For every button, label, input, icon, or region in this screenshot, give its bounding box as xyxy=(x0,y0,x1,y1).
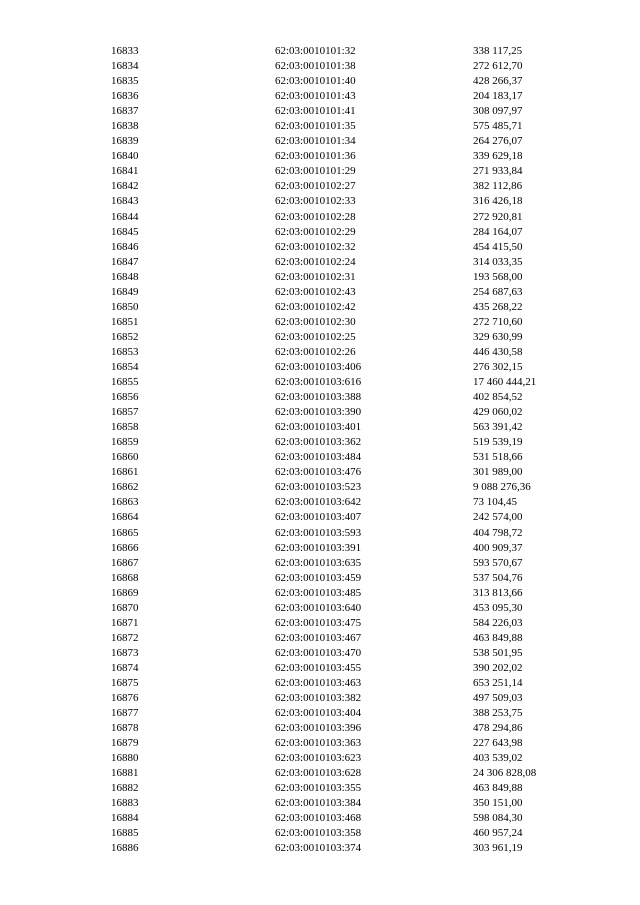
row-number: 16858 xyxy=(111,421,139,434)
table-row xyxy=(0,691,640,706)
row-number: 16836 xyxy=(111,90,139,103)
cadastral-number: 62:03:0010102:28 xyxy=(275,210,356,223)
row-number: 16871 xyxy=(111,616,139,629)
cadastral-number: 62:03:0010101:41 xyxy=(275,105,356,118)
cadastral-number: 62:03:0010102:42 xyxy=(275,300,356,313)
cadastral-number: 62:03:0010102:25 xyxy=(275,330,356,343)
cadastral-number: 62:03:0010103:459 xyxy=(275,571,362,584)
table-row xyxy=(0,751,640,766)
row-number: 16859 xyxy=(111,436,139,449)
row-number: 16870 xyxy=(111,601,139,614)
cadastral-value: 460 957,24 xyxy=(473,827,523,840)
row-number: 16885 xyxy=(111,827,139,840)
table-row xyxy=(0,375,640,390)
cadastral-number: 62:03:0010103:390 xyxy=(275,406,362,419)
cadastral-number: 62:03:0010102:43 xyxy=(275,285,356,298)
cadastral-value: 271 933,84 xyxy=(473,165,523,178)
cadastral-value: 388 253,75 xyxy=(473,707,523,720)
cadastral-value: 329 630,99 xyxy=(473,330,523,343)
cadastral-number: 62:03:0010103:374 xyxy=(275,842,362,855)
row-number: 16837 xyxy=(111,105,139,118)
row-number: 16884 xyxy=(111,812,139,825)
cadastral-number: 62:03:0010101:43 xyxy=(275,90,356,103)
table-row xyxy=(0,134,640,149)
table-row xyxy=(0,104,640,119)
row-number: 16877 xyxy=(111,707,139,720)
cadastral-value: 446 430,58 xyxy=(473,345,523,358)
table-row xyxy=(0,420,640,435)
table-row xyxy=(0,796,640,811)
row-number: 16864 xyxy=(111,511,139,524)
row-number: 16848 xyxy=(111,270,139,283)
cadastral-number: 62:03:0010102:31 xyxy=(275,270,356,283)
table-row xyxy=(0,44,640,59)
row-number: 16840 xyxy=(111,150,139,163)
cadastral-value: 272 920,81 xyxy=(473,210,523,223)
cadastral-value: 538 501,95 xyxy=(473,646,523,659)
table-row xyxy=(0,510,640,525)
cadastral-number: 62:03:0010103:485 xyxy=(275,586,362,599)
table-row xyxy=(0,556,640,571)
row-number: 16842 xyxy=(111,180,139,193)
table-row xyxy=(0,59,640,74)
row-number: 16849 xyxy=(111,285,139,298)
cadastral-value: 429 060,02 xyxy=(473,406,523,419)
row-number: 16844 xyxy=(111,210,139,223)
cadastral-value: 338 117,25 xyxy=(473,45,523,57)
cadastral-number: 62:03:0010102:29 xyxy=(275,225,356,238)
row-number: 16874 xyxy=(111,661,139,674)
table-row xyxy=(0,616,640,631)
table-row xyxy=(0,781,640,796)
cadastral-value: 284 164,07 xyxy=(473,225,523,238)
cadastral-value: 204 183,17 xyxy=(473,90,523,103)
row-number: 16880 xyxy=(111,752,139,765)
cadastral-number: 62:03:0010101:40 xyxy=(275,75,356,88)
cadastral-number: 62:03:0010103:407 xyxy=(275,511,362,524)
cadastral-value: 9 088 276,36 xyxy=(473,481,531,494)
row-number: 16845 xyxy=(111,225,139,238)
table-row xyxy=(0,330,640,345)
table-row xyxy=(0,661,640,676)
cadastral-number: 62:03:0010103:401 xyxy=(275,421,362,434)
cadastral-number: 62:03:0010103:476 xyxy=(275,466,362,479)
row-number: 16873 xyxy=(111,646,139,659)
row-number: 16853 xyxy=(111,345,139,358)
cadastral-number: 62:03:0010102:26 xyxy=(275,345,356,358)
table-row xyxy=(0,450,640,465)
cadastral-value: 402 854,52 xyxy=(473,391,523,404)
cadastral-value: 653 251,14 xyxy=(473,676,523,689)
cadastral-number: 62:03:0010103:628 xyxy=(275,767,362,780)
cadastral-number: 62:03:0010101:36 xyxy=(275,150,356,163)
cadastral-number: 62:03:0010101:29 xyxy=(275,165,356,178)
cadastral-value: 276 302,15 xyxy=(473,360,523,373)
cadastral-number: 62:03:0010103:388 xyxy=(275,391,362,404)
table-row xyxy=(0,225,640,240)
cadastral-number: 62:03:0010103:484 xyxy=(275,451,362,464)
row-number: 16867 xyxy=(111,556,139,569)
table-row xyxy=(0,270,640,285)
row-number: 16850 xyxy=(111,300,139,313)
table-row xyxy=(0,571,640,586)
cadastral-value: 303 961,19 xyxy=(473,842,523,855)
cadastral-number: 62:03:0010103:358 xyxy=(275,827,362,840)
cadastral-value: 272 710,60 xyxy=(473,315,523,328)
table-row xyxy=(0,74,640,89)
row-number: 16882 xyxy=(111,782,139,795)
cadastral-value: 463 849,88 xyxy=(473,631,523,644)
row-number: 16860 xyxy=(111,451,139,464)
cadastral-number: 62:03:0010103:470 xyxy=(275,646,362,659)
cadastral-number: 62:03:0010103:363 xyxy=(275,737,362,750)
row-number: 16883 xyxy=(111,797,139,810)
cadastral-value: 254 687,63 xyxy=(473,285,523,298)
cadastral-number: 62:03:0010103:467 xyxy=(275,631,362,644)
row-number: 16833 xyxy=(111,45,139,57)
cadastral-value: 454 415,50 xyxy=(473,240,523,253)
table-row xyxy=(0,601,640,616)
table-row xyxy=(0,646,640,661)
cadastral-number: 62:03:0010101:32 xyxy=(275,45,356,57)
row-number: 16855 xyxy=(111,376,139,389)
cadastral-number: 62:03:0010101:34 xyxy=(275,135,356,148)
table-row xyxy=(0,526,640,541)
cadastral-value: 316 426,18 xyxy=(473,195,523,208)
cadastral-value: 598 084,30 xyxy=(473,812,523,825)
cadastral-value: 301 989,00 xyxy=(473,466,523,479)
cadastral-value: 314 033,35 xyxy=(473,255,523,268)
cadastral-value: 17 460 444,21 xyxy=(473,376,537,389)
row-number: 16847 xyxy=(111,255,139,268)
row-number: 16854 xyxy=(111,360,139,373)
row-number: 16841 xyxy=(111,165,139,178)
row-number: 16857 xyxy=(111,406,139,419)
cadastral-number: 62:03:0010103:463 xyxy=(275,676,362,689)
cadastral-value: 24 306 828,08 xyxy=(473,767,537,780)
row-number: 16852 xyxy=(111,330,139,343)
row-number: 16876 xyxy=(111,692,139,705)
cadastral-number: 62:03:0010103:382 xyxy=(275,692,362,705)
cadastral-value: 73 104,45 xyxy=(473,496,517,509)
cadastral-value: 350 151,00 xyxy=(473,797,523,810)
row-number: 16869 xyxy=(111,586,139,599)
table-row xyxy=(0,119,640,134)
cadastral-number: 62:03:0010103:455 xyxy=(275,661,362,674)
cadastral-number: 62:03:0010103:642 xyxy=(275,496,362,509)
row-number: 16835 xyxy=(111,75,139,88)
cadastral-number: 62:03:0010103:623 xyxy=(275,752,362,765)
cadastral-number: 62:03:0010103:362 xyxy=(275,436,362,449)
row-number: 16872 xyxy=(111,631,139,644)
row-number: 16878 xyxy=(111,722,139,735)
table-row xyxy=(0,179,640,194)
cadastral-value: 463 849,88 xyxy=(473,782,523,795)
cadastral-number: 62:03:0010102:27 xyxy=(275,180,356,193)
cadastral-value: 575 485,71 xyxy=(473,120,523,133)
cadastral-number: 62:03:0010103:355 xyxy=(275,782,362,795)
table-row xyxy=(0,210,640,225)
table-row xyxy=(0,164,640,179)
table-row xyxy=(0,706,640,721)
cadastral-number: 62:03:0010103:523 xyxy=(275,481,362,494)
cadastral-number: 62:03:0010103:396 xyxy=(275,722,362,735)
cadastral-value: 242 574,00 xyxy=(473,511,523,524)
row-number: 16886 xyxy=(111,842,139,855)
cadastral-number: 62:03:0010103:593 xyxy=(275,526,362,539)
cadastral-value: 519 539,19 xyxy=(473,436,523,449)
cadastral-number: 62:03:0010103:468 xyxy=(275,812,362,825)
table-row xyxy=(0,586,640,601)
row-number: 16868 xyxy=(111,571,139,584)
cadastral-number: 62:03:0010103:635 xyxy=(275,556,362,569)
row-number: 16839 xyxy=(111,135,139,148)
cadastral-value: 453 095,30 xyxy=(473,601,523,614)
cadastral-number: 62:03:0010101:35 xyxy=(275,120,356,133)
table-row xyxy=(0,240,640,255)
table-row xyxy=(0,465,640,480)
cadastral-number: 62:03:0010102:33 xyxy=(275,195,356,208)
row-number: 16861 xyxy=(111,466,139,479)
row-number: 16856 xyxy=(111,391,139,404)
cadastral-number: 62:03:0010102:32 xyxy=(275,240,356,253)
row-number: 16846 xyxy=(111,240,139,253)
cadastral-value: 593 570,67 xyxy=(473,556,523,569)
table-row xyxy=(0,435,640,450)
table-row xyxy=(0,194,640,209)
table-row xyxy=(0,495,640,510)
cadastral-number: 62:03:0010103:404 xyxy=(275,707,362,720)
table-row xyxy=(0,841,640,856)
cadastral-number: 62:03:0010103:406 xyxy=(275,360,362,373)
row-number: 16862 xyxy=(111,481,139,494)
row-number: 16838 xyxy=(111,120,139,133)
row-number: 16866 xyxy=(111,541,139,554)
table-row xyxy=(0,541,640,556)
table-row xyxy=(0,390,640,405)
cadastral-value: 227 643,98 xyxy=(473,737,523,750)
cadastral-value: 264 276,07 xyxy=(473,135,523,148)
cadastral-value: 497 509,03 xyxy=(473,692,523,705)
table-row xyxy=(0,405,640,420)
table-row xyxy=(0,285,640,300)
cadastral-value: 563 391,42 xyxy=(473,421,523,434)
table-row xyxy=(0,721,640,736)
cadastral-number: 62:03:0010103:640 xyxy=(275,601,362,614)
cadastral-number: 62:03:0010102:24 xyxy=(275,255,356,268)
cadastral-number: 62:03:0010103:384 xyxy=(275,797,362,810)
cadastral-value: 403 539,02 xyxy=(473,752,523,765)
cadastral-value: 339 629,18 xyxy=(473,150,523,163)
table-row xyxy=(0,676,640,691)
row-number: 16875 xyxy=(111,676,139,689)
cadastral-number: 62:03:0010101:38 xyxy=(275,60,356,73)
row-number: 16863 xyxy=(111,496,139,509)
row-number: 16843 xyxy=(111,195,139,208)
row-number: 16851 xyxy=(111,315,139,328)
table-row xyxy=(0,736,640,751)
table-row xyxy=(0,345,640,360)
cadastral-value: 400 909,37 xyxy=(473,541,523,554)
cadastral-value: 313 813,66 xyxy=(473,586,523,599)
cadastral-value: 404 798,72 xyxy=(473,526,523,539)
cadastral-value: 478 294,86 xyxy=(473,722,523,735)
cadastral-value: 382 112,86 xyxy=(473,180,523,193)
table-row xyxy=(0,89,640,104)
table-row xyxy=(0,631,640,646)
row-number: 16881 xyxy=(111,767,139,780)
row-number: 16834 xyxy=(111,60,139,73)
cadastral-number: 62:03:0010103:475 xyxy=(275,616,362,629)
table-row xyxy=(0,766,640,781)
cadastral-value: 435 268,22 xyxy=(473,300,523,313)
table-row xyxy=(0,811,640,826)
data-table xyxy=(0,44,640,857)
cadastral-value: 390 202,02 xyxy=(473,661,523,674)
table-row xyxy=(0,149,640,164)
table-row xyxy=(0,360,640,375)
cadastral-value: 308 097,97 xyxy=(473,105,523,118)
row-number: 16865 xyxy=(111,526,139,539)
cadastral-value: 584 226,03 xyxy=(473,616,523,629)
table-row xyxy=(0,826,640,841)
cadastral-value: 531 518,66 xyxy=(473,451,523,464)
table-row xyxy=(0,300,640,315)
table-row xyxy=(0,315,640,330)
cadastral-value: 537 504,76 xyxy=(473,571,523,584)
row-number: 16879 xyxy=(111,737,139,750)
table-row xyxy=(0,255,640,270)
cadastral-number: 62:03:0010102:30 xyxy=(275,315,356,328)
cadastral-value: 428 266,37 xyxy=(473,75,523,88)
cadastral-value: 272 612,70 xyxy=(473,60,523,73)
cadastral-number: 62:03:0010103:616 xyxy=(275,376,362,389)
table-row xyxy=(0,480,640,495)
cadastral-number: 62:03:0010103:391 xyxy=(275,541,362,554)
cadastral-value: 193 568,00 xyxy=(473,270,523,283)
